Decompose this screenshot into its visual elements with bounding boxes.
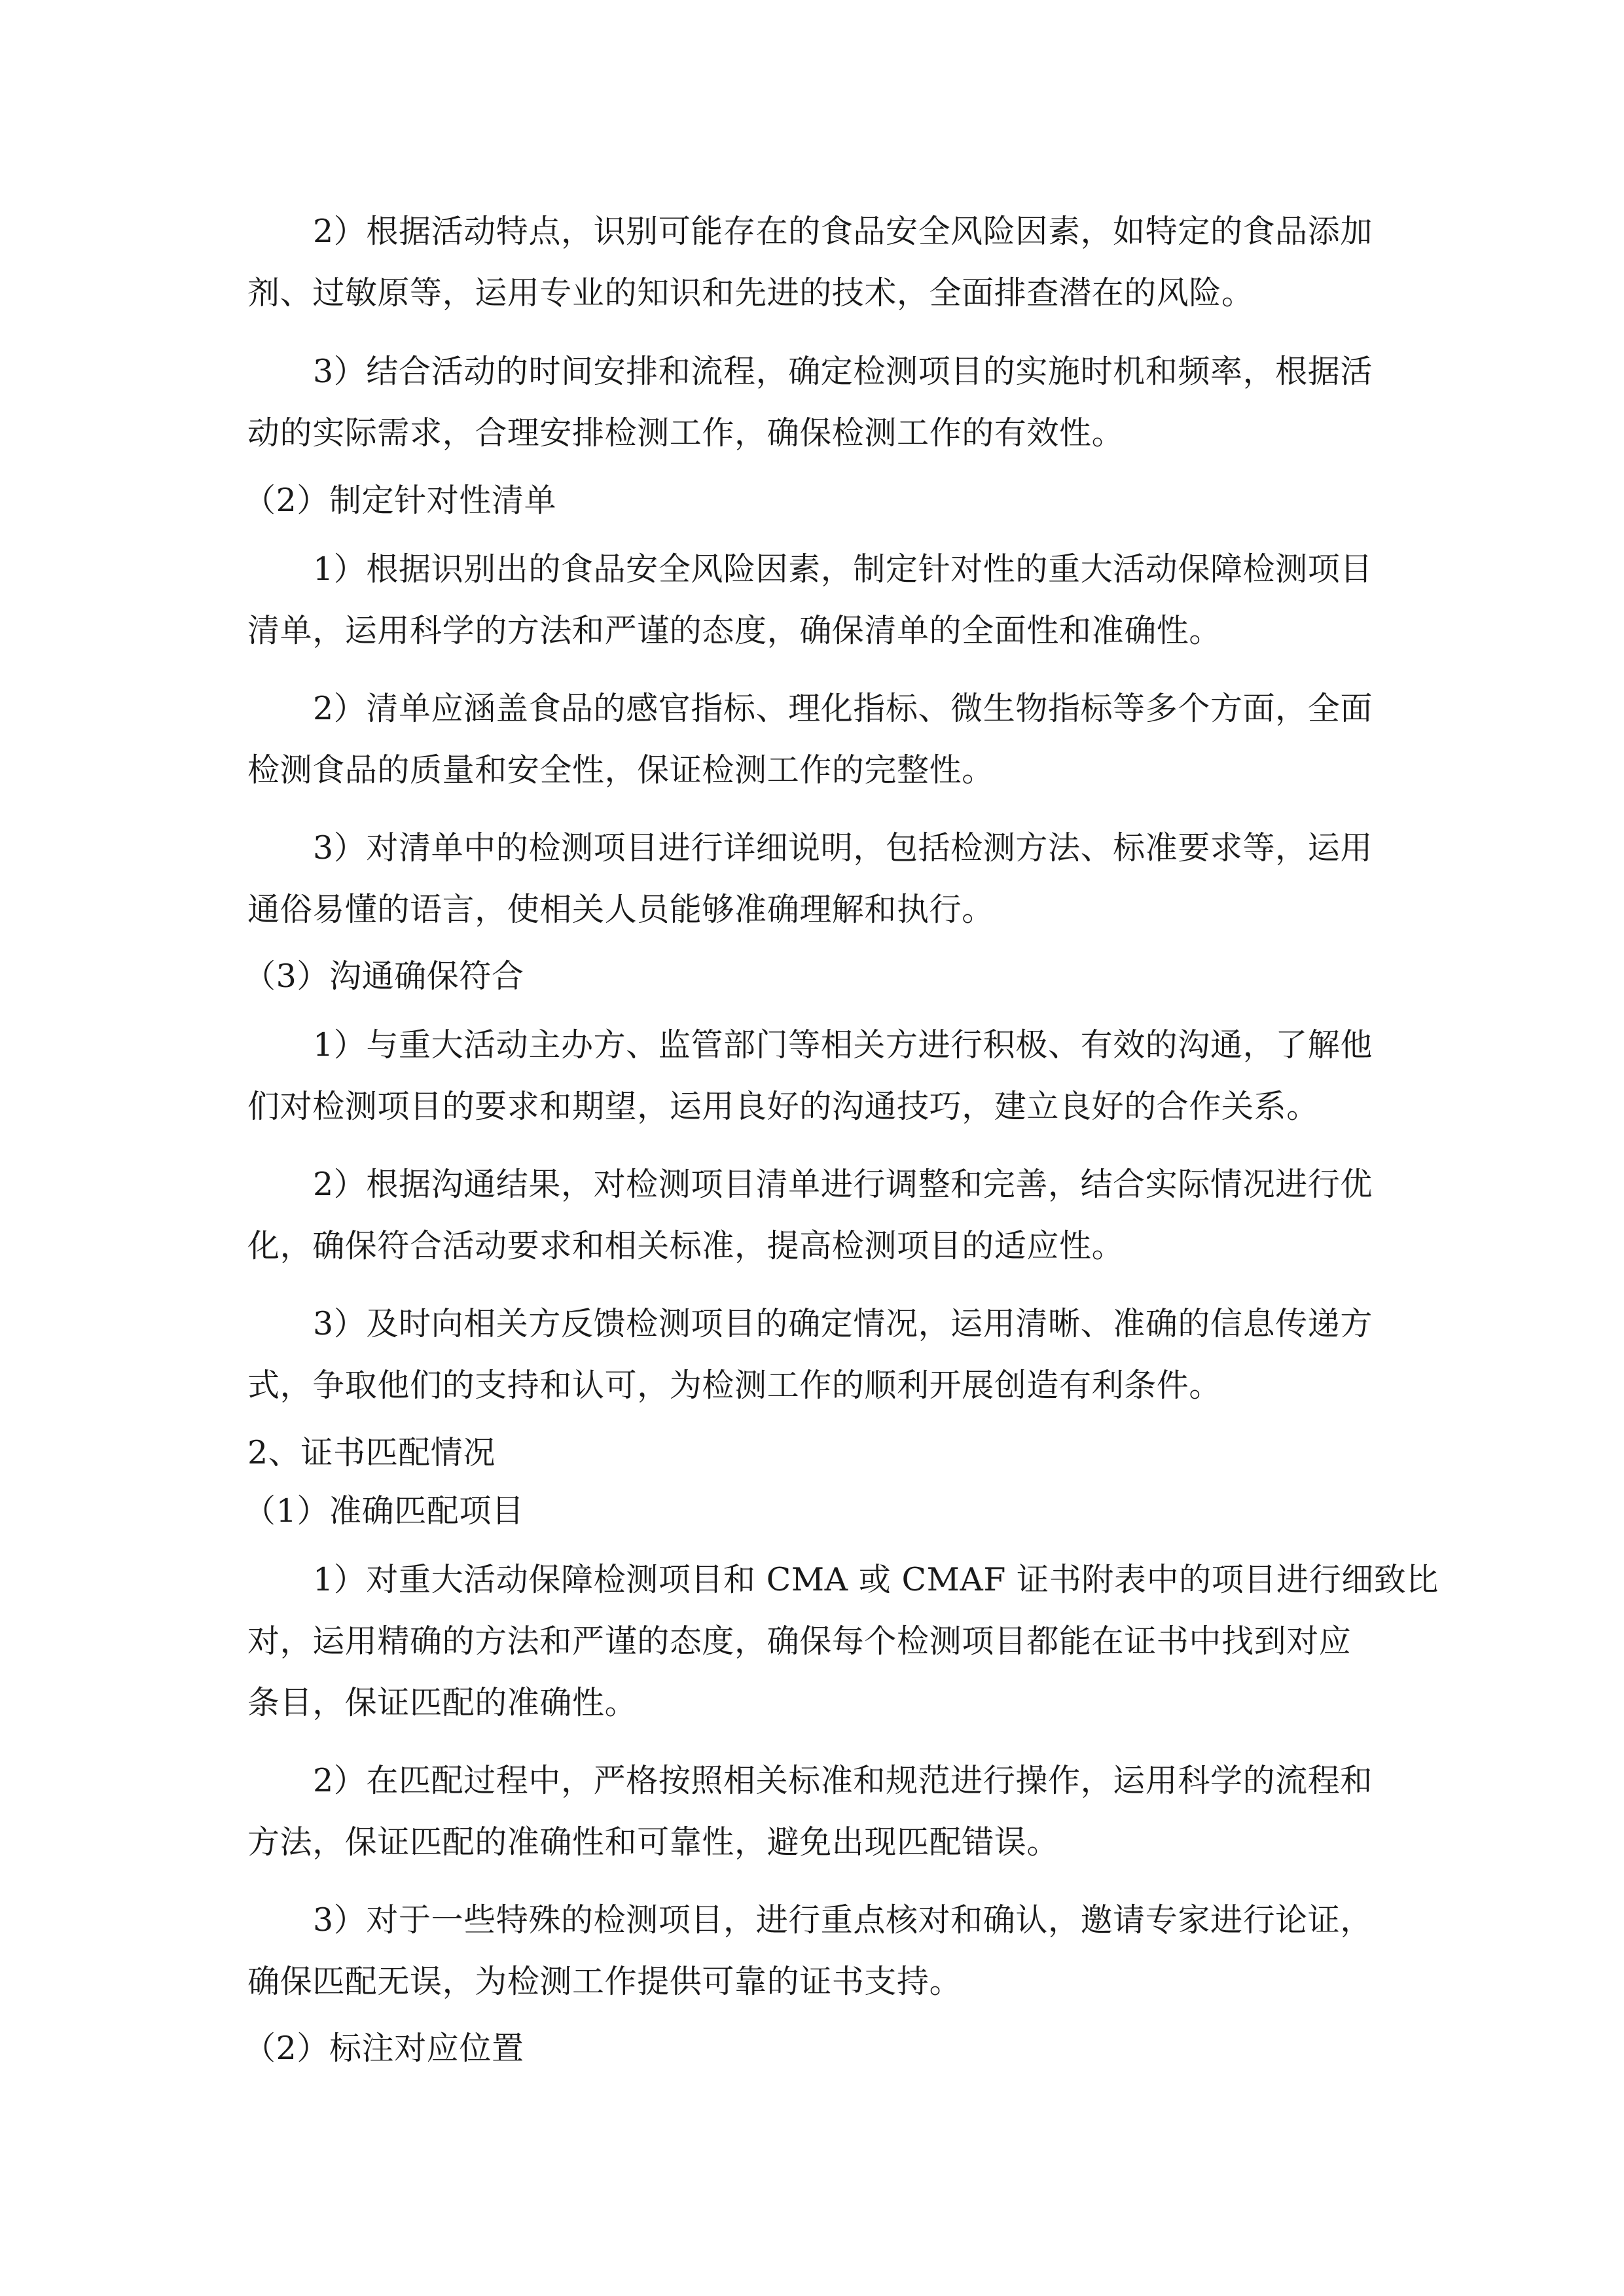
paragraph-line: 化，确保符合活动要求和相关标准，提高检测项目的适应性。 (247, 1227, 1125, 1265)
section-heading: （2）制定针对性清单 (244, 482, 557, 519)
paragraph-line: 3）结合活动的时间安排和流程，确定检测项目的实施时机和频率，根据活 (313, 353, 1373, 390)
section-heading: （1）准确匹配项目 (244, 1492, 524, 1530)
paragraph-line: 3）及时向相关方反馈检测项目的确定情况，运用清晰、准确的信息传递方 (313, 1305, 1373, 1342)
paragraph-line: 剂、过敏原等，运用专业的知识和先进的技术，全面排查潜在的风险。 (247, 274, 1254, 312)
paragraph-line: 动的实际需求，合理安排检测工作，确保检测工作的有效性。 (247, 414, 1125, 452)
paragraph-line: 2）根据沟通结果，对检测项目清单进行调整和完善，结合实际情况进行优 (313, 1166, 1373, 1203)
paragraph-line: 们对检测项目的要求和期望，运用良好的沟通技巧，建立良好的合作关系。 (247, 1088, 1319, 1125)
section-heading: 2、证书匹配情况 (247, 1434, 496, 1471)
paragraph-line: 3）对清单中的检测项目进行详细说明，包括检测方法、标准要求等，运用 (313, 829, 1373, 867)
section-heading: （2）标注对应位置 (244, 2030, 524, 2067)
paragraph-line: 式，争取他们的支持和认可，为检测工作的顺利开展创造有利条件。 (247, 1367, 1222, 1404)
section-heading: （3）沟通确保符合 (244, 958, 524, 995)
paragraph-line: 3）对于一些特殊的检测项目，进行重点核对和确认，邀请专家进行论证， (313, 1901, 1373, 1939)
paragraph-line: 清单，运用科学的方法和严谨的态度，确保清单的全面性和准确性。 (247, 612, 1222, 649)
paragraph-line: 2）清单应涵盖食品的感官指标、理化指标、微生物指标等多个方面，全面 (313, 690, 1373, 727)
paragraph-line: 方法，保证匹配的准确性和可靠性，避免出现匹配错误。 (247, 1823, 1060, 1861)
paragraph-line: 1）与重大活动主办方、监管部门等相关方进行积极、有效的沟通，了解他 (313, 1026, 1373, 1064)
paragraph-line: 对，运用精确的方法和严谨的态度，确保每个检测项目都能在证书中找到对应 (247, 1623, 1352, 1660)
paragraph-line: 1）根据识别出的食品安全风险因素，制定针对性的重大活动保障检测项目 (313, 550, 1373, 588)
paragraph-line: 2）根据活动特点，识别可能存在的食品安全风险因素，如特定的食品添加 (313, 213, 1373, 250)
paragraph-line: 通俗易懂的语言，使相关人员能够准确理解和执行。 (247, 891, 994, 928)
paragraph-line: 检测食品的质量和安全性，保证检测工作的完整性。 (247, 751, 994, 789)
paragraph-line: 条目，保证匹配的准确性。 (247, 1684, 638, 1721)
paragraph-line: 确保匹配无误，为检测工作提供可靠的证书支持。 (247, 1963, 962, 2000)
paragraph-line: 1）对重大活动保障检测项目和 CMA 或 CMAF 证书附表中的项目进行细致比 (313, 1561, 1439, 1598)
paragraph-line: 2）在匹配过程中，严格按照相关标准和规范进行操作，运用科学的流程和 (313, 1762, 1373, 1799)
